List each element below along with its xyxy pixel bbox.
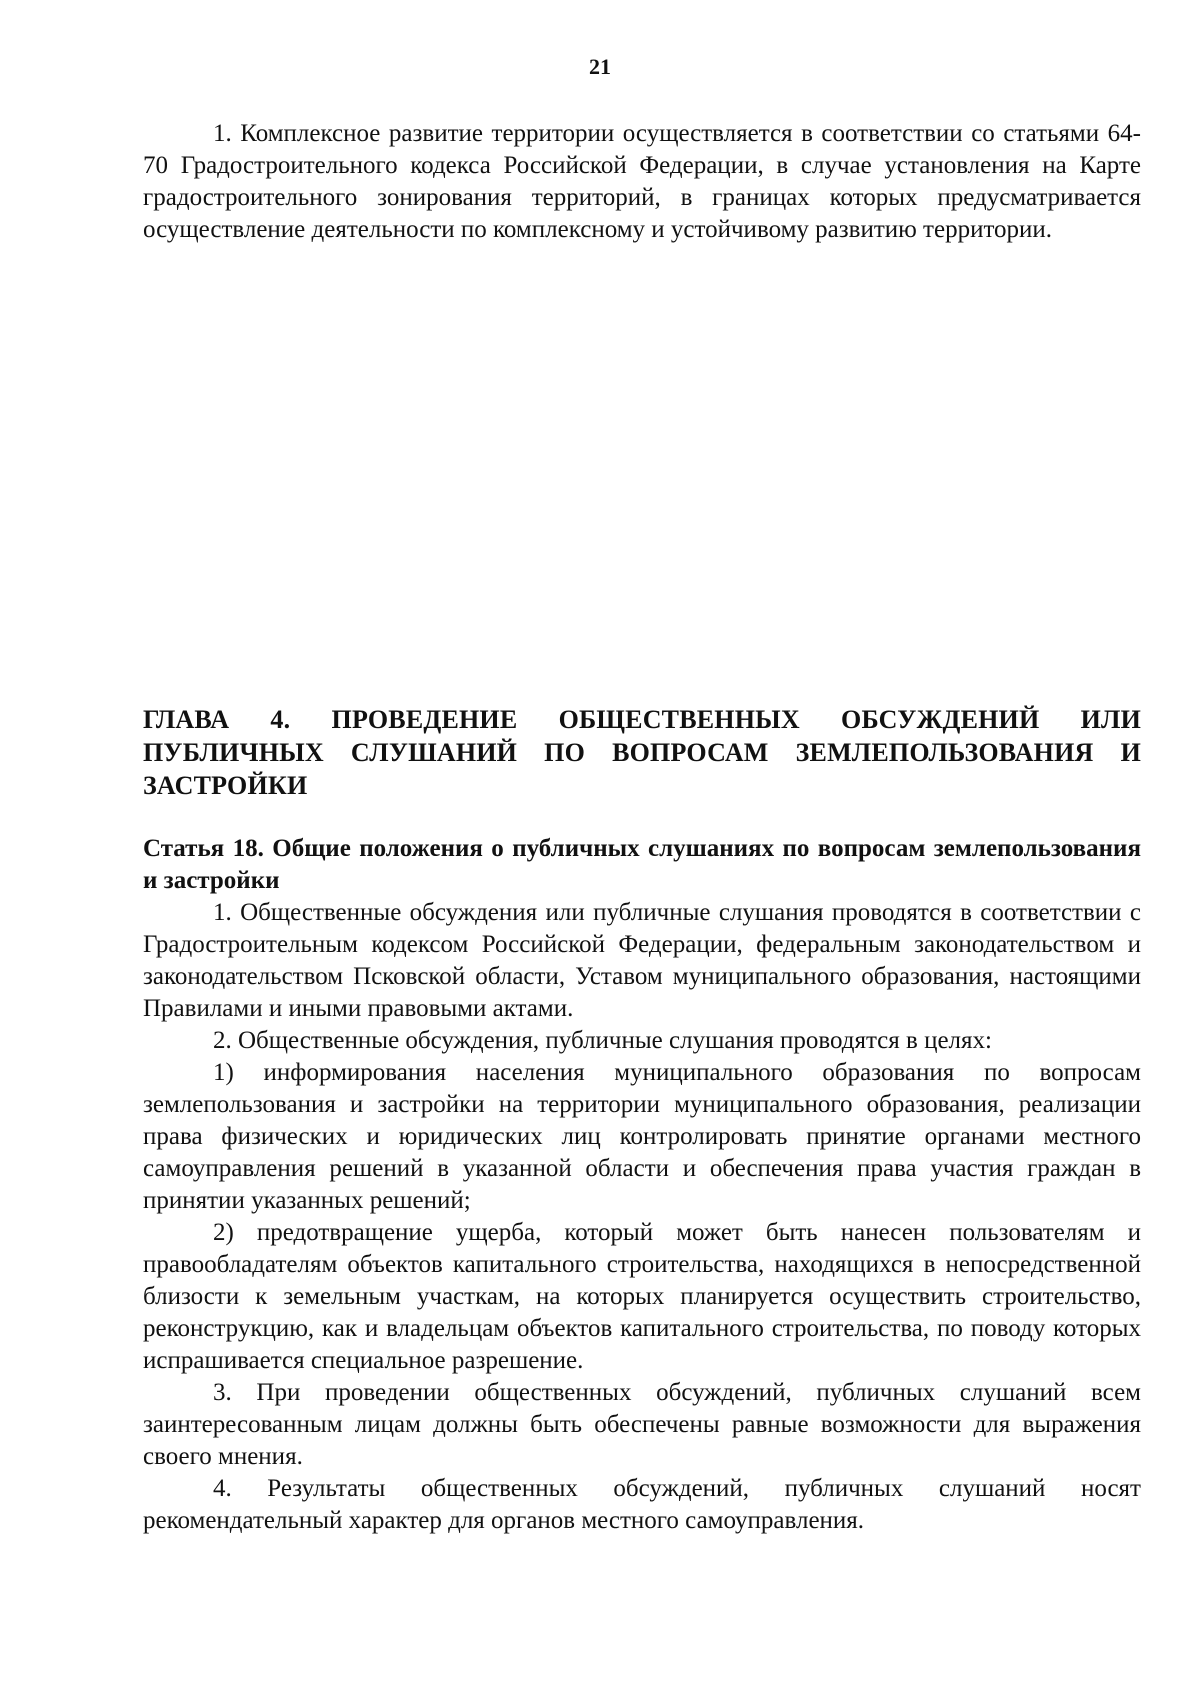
paragraph: 1) информирования населения муниципального образования по вопросам землепользования и застройки на территории муниципального образования, реализации права физических и юридических лиц контролировать принятие органами местного самоуправления решений в указанной области и обеспечения права участия граждан в принятии указанных решений; xyxy=(143,1059,1141,1214)
paragraph: 1. Комплексное развитие территории осуществляется в соответствии со статьями 64-70 Градостроительного кодекса Российской Федерации, в случае установления на Карте градостроительного зонирования территорий, в границах которых предусматривается осуществление деятельности по комплексному и устойчивому развитию территории. xyxy=(143,120,1141,243)
article-title: Статья 18. Общие положения о публичных слушаниях по вопросам землепользования и застройки xyxy=(143,835,1141,894)
paragraph: 4. Результаты общественных обсуждений, публичных слушаний носят рекомендательный характер для органов местного самоуправления. xyxy=(143,1475,1141,1534)
page-number: 21 xyxy=(589,54,611,79)
article-section xyxy=(143,833,1141,1537)
paragraph: 3. При проведении общественных обсуждений, публичных слушаний всем заинтересованным лицам должны быть обеспечены равные возможности для выражения своего мнения. xyxy=(143,1379,1141,1470)
chapter-section xyxy=(143,703,1141,802)
intro-section xyxy=(143,118,1141,246)
paragraph: 2) предотвращение ущерба, который может быть нанесен пользователям и правообладателям объектов капитального строительства, находящихся в непосредственной близости к земельным участкам, на которых планируется осуществить строительство, реконструкцию, как и владельцам объектов капитального строительства, по поводу которых испрашивается специальное разрешение. xyxy=(143,1219,1141,1374)
paragraph: 2. Общественные обсуждения, публичные слушания проводятся в целях: xyxy=(213,1027,992,1054)
paragraph: 1. Общественные обсуждения или публичные слушания проводятся в соответствии с Градостроительным кодексом Российской Федерации, федеральным законодательством и законодательством Псковской области, Уставом муниципального образования, настоящими Правилами и иными правовыми актами. xyxy=(143,899,1141,1022)
chapter-title: ГЛАВА 4. ПРОВЕДЕНИЕ ОБЩЕСТВЕННЫХ ОБСУЖДЕНИЙ ИЛИ ПУБЛИЧНЫХ СЛУШАНИЙ ПО ВОПРОСАМ ЗЕМЛЕПОЛЬЗОВАНИЯ И ЗАСТРОЙКИ xyxy=(143,705,1141,800)
